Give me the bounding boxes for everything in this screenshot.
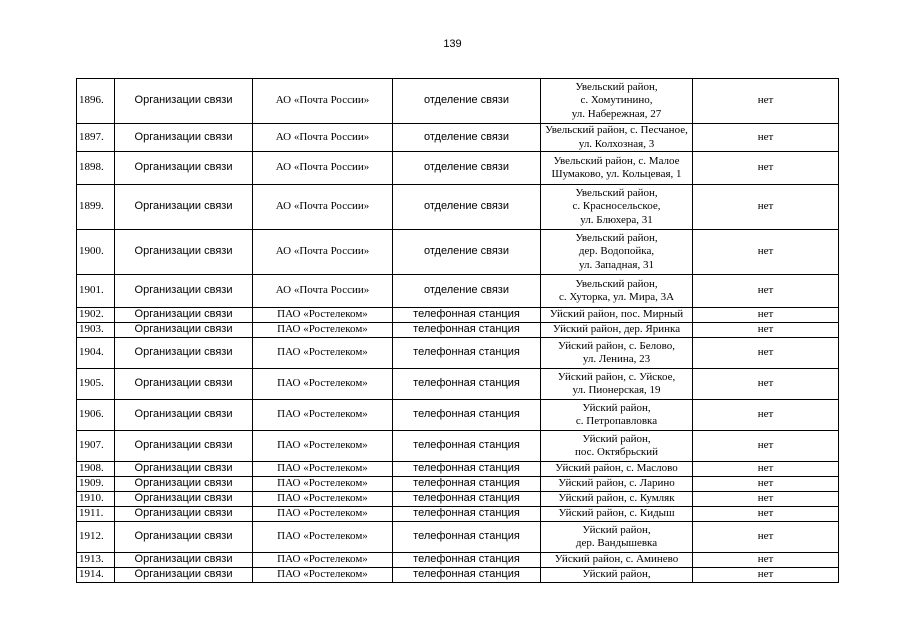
flag-cell: нет (693, 124, 839, 152)
organization-cell: ПАО «Ростелеком» (253, 477, 393, 492)
category-cell: Организации связи (115, 369, 253, 400)
organization-cell: ПАО «Ростелеком» (253, 323, 393, 338)
facility-type-cell: телефонная станция (393, 522, 541, 553)
flag-cell: нет (693, 369, 839, 400)
facility-type-cell: телефонная станция (393, 323, 541, 338)
address-cell: Уйский район, с. Кидыш (541, 507, 693, 522)
address-cell: Уйский район, с. Ларино (541, 477, 693, 492)
organization-cell: АО «Почта России» (253, 275, 393, 308)
row-number-cell: 1901. (77, 275, 115, 308)
organization-cell: ПАО «Ростелеком» (253, 568, 393, 583)
flag-cell: нет (693, 308, 839, 323)
facility-type-cell: отделение связи (393, 152, 541, 185)
facility-type-cell: телефонная станция (393, 553, 541, 568)
address-cell: Уйский район, дер. Вандышевка (541, 522, 693, 553)
table-row (77, 152, 839, 185)
address-cell: Уйский район, пос. Мирный (541, 308, 693, 323)
row-number-cell: 1911. (77, 507, 115, 522)
flag-cell: нет (693, 477, 839, 492)
organization-cell: АО «Почта России» (253, 124, 393, 152)
facility-type-cell: телефонная станция (393, 308, 541, 323)
flag-cell: нет (693, 507, 839, 522)
row-number-cell: 1903. (77, 323, 115, 338)
table-row (77, 568, 839, 583)
facility-type-cell: телефонная станция (393, 400, 541, 431)
table-row (77, 462, 839, 477)
table-row (77, 522, 839, 553)
organization-cell: ПАО «Ростелеком» (253, 462, 393, 477)
facility-type-cell: отделение связи (393, 230, 541, 275)
flag-cell: нет (693, 230, 839, 275)
row-number-cell: 1904. (77, 338, 115, 369)
address-cell: Уйский район, (541, 568, 693, 583)
address-cell: Уйский район, с. Белово, ул. Ленина, 23 (541, 338, 693, 369)
address-cell: Увельский район, с. Малое Шумаково, ул. Кольцевая, 1 (541, 152, 693, 185)
organization-cell: АО «Почта России» (253, 79, 393, 124)
address-cell: Уйский район, с. Маслово (541, 462, 693, 477)
organization-cell: ПАО «Ростелеком» (253, 369, 393, 400)
facility-type-cell: телефонная станция (393, 338, 541, 369)
organization-cell: АО «Почта России» (253, 152, 393, 185)
organization-cell: ПАО «Ростелеком» (253, 522, 393, 553)
flag-cell: нет (693, 431, 839, 462)
table-row (77, 275, 839, 308)
row-number-cell: 1906. (77, 400, 115, 431)
table-row (77, 308, 839, 323)
facility-type-cell: телефонная станция (393, 568, 541, 583)
table-row (77, 553, 839, 568)
row-number-cell: 1910. (77, 492, 115, 507)
organization-cell: ПАО «Ростелеком» (253, 338, 393, 369)
organization-cell: АО «Почта России» (253, 230, 393, 275)
category-cell: Организации связи (115, 522, 253, 553)
facility-type-cell: отделение связи (393, 185, 541, 230)
table-row (77, 323, 839, 338)
facility-type-cell: отделение связи (393, 124, 541, 152)
category-cell: Организации связи (115, 553, 253, 568)
row-number-cell: 1914. (77, 568, 115, 583)
flag-cell: нет (693, 79, 839, 124)
facility-type-cell: отделение связи (393, 275, 541, 308)
facility-type-cell: отделение связи (393, 79, 541, 124)
address-cell: Увельский район, с. Красносельское, ул. Блюхера, 31 (541, 185, 693, 230)
address-cell: Увельский район, с. Хуторка, ул. Мира, 3А (541, 275, 693, 308)
organization-cell: АО «Почта России» (253, 185, 393, 230)
row-number-cell: 1897. (77, 124, 115, 152)
category-cell: Организации связи (115, 152, 253, 185)
flag-cell: нет (693, 323, 839, 338)
row-number-cell: 1912. (77, 522, 115, 553)
flag-cell: нет (693, 338, 839, 369)
table-row (77, 492, 839, 507)
facility-type-cell: телефонная станция (393, 477, 541, 492)
row-number-cell: 1898. (77, 152, 115, 185)
flag-cell: нет (693, 400, 839, 431)
table-row (77, 477, 839, 492)
registry-table-body (77, 79, 839, 583)
address-cell: Уйский район, пос. Октябрьский (541, 431, 693, 462)
organization-cell: ПАО «Ростелеком» (253, 492, 393, 507)
flag-cell: нет (693, 568, 839, 583)
table-row (77, 400, 839, 431)
facility-type-cell: телефонная станция (393, 507, 541, 522)
table-row (77, 431, 839, 462)
category-cell: Организации связи (115, 507, 253, 522)
row-number-cell: 1908. (77, 462, 115, 477)
organization-cell: ПАО «Ростелеком» (253, 400, 393, 431)
row-number-cell: 1900. (77, 230, 115, 275)
address-cell: Увельский район, с. Хомутинино, ул. Набережная, 27 (541, 79, 693, 124)
row-number-cell: 1896. (77, 79, 115, 124)
table-row (77, 338, 839, 369)
facility-type-cell: телефонная станция (393, 431, 541, 462)
row-number-cell: 1902. (77, 308, 115, 323)
table-row (77, 79, 839, 124)
facility-type-cell: телефонная станция (393, 492, 541, 507)
flag-cell: нет (693, 462, 839, 477)
address-cell: Увельский район, дер. Водопойка, ул. Западная, 31 (541, 230, 693, 275)
table-row (77, 369, 839, 400)
organization-cell: ПАО «Ростелеком» (253, 308, 393, 323)
category-cell: Организации связи (115, 338, 253, 369)
category-cell: Организации связи (115, 230, 253, 275)
address-cell: Уйский район, с. Кумляк (541, 492, 693, 507)
category-cell: Организации связи (115, 462, 253, 477)
registry-table (76, 78, 839, 583)
flag-cell: нет (693, 553, 839, 568)
category-cell: Организации связи (115, 275, 253, 308)
table-row (77, 124, 839, 152)
address-cell: Уйский район, с. Петропавловка (541, 400, 693, 431)
flag-cell: нет (693, 152, 839, 185)
address-cell: Уйский район, с. Аминево (541, 553, 693, 568)
category-cell: Организации связи (115, 568, 253, 583)
organization-cell: ПАО «Ростелеком» (253, 507, 393, 522)
table-row (77, 507, 839, 522)
category-cell: Организации связи (115, 477, 253, 492)
category-cell: Организации связи (115, 308, 253, 323)
category-cell: Организации связи (115, 431, 253, 462)
category-cell: Организации связи (115, 124, 253, 152)
page-number: 139 (443, 38, 462, 50)
row-number-cell: 1907. (77, 431, 115, 462)
table-row (77, 230, 839, 275)
flag-cell: нет (693, 522, 839, 553)
row-number-cell: 1913. (77, 553, 115, 568)
category-cell: Организации связи (115, 185, 253, 230)
category-cell: Организации связи (115, 400, 253, 431)
organization-cell: ПАО «Ростелеком» (253, 431, 393, 462)
address-cell: Увельский район, с. Песчаное, ул. Колхозная, 3 (541, 124, 693, 152)
row-number-cell: 1909. (77, 477, 115, 492)
category-cell: Организации связи (115, 323, 253, 338)
category-cell: Организации связи (115, 492, 253, 507)
table-row (77, 185, 839, 230)
flag-cell: нет (693, 185, 839, 230)
address-cell: Уйский район, с. Уйское, ул. Пионерская, 19 (541, 369, 693, 400)
row-number-cell: 1899. (77, 185, 115, 230)
organization-cell: ПАО «Ростелеком» (253, 553, 393, 568)
category-cell: Организации связи (115, 79, 253, 124)
flag-cell: нет (693, 492, 839, 507)
address-cell: Уйский район, дер. Яринка (541, 323, 693, 338)
facility-type-cell: телефонная станция (393, 369, 541, 400)
flag-cell: нет (693, 275, 839, 308)
row-number-cell: 1905. (77, 369, 115, 400)
facility-type-cell: телефонная станция (393, 462, 541, 477)
